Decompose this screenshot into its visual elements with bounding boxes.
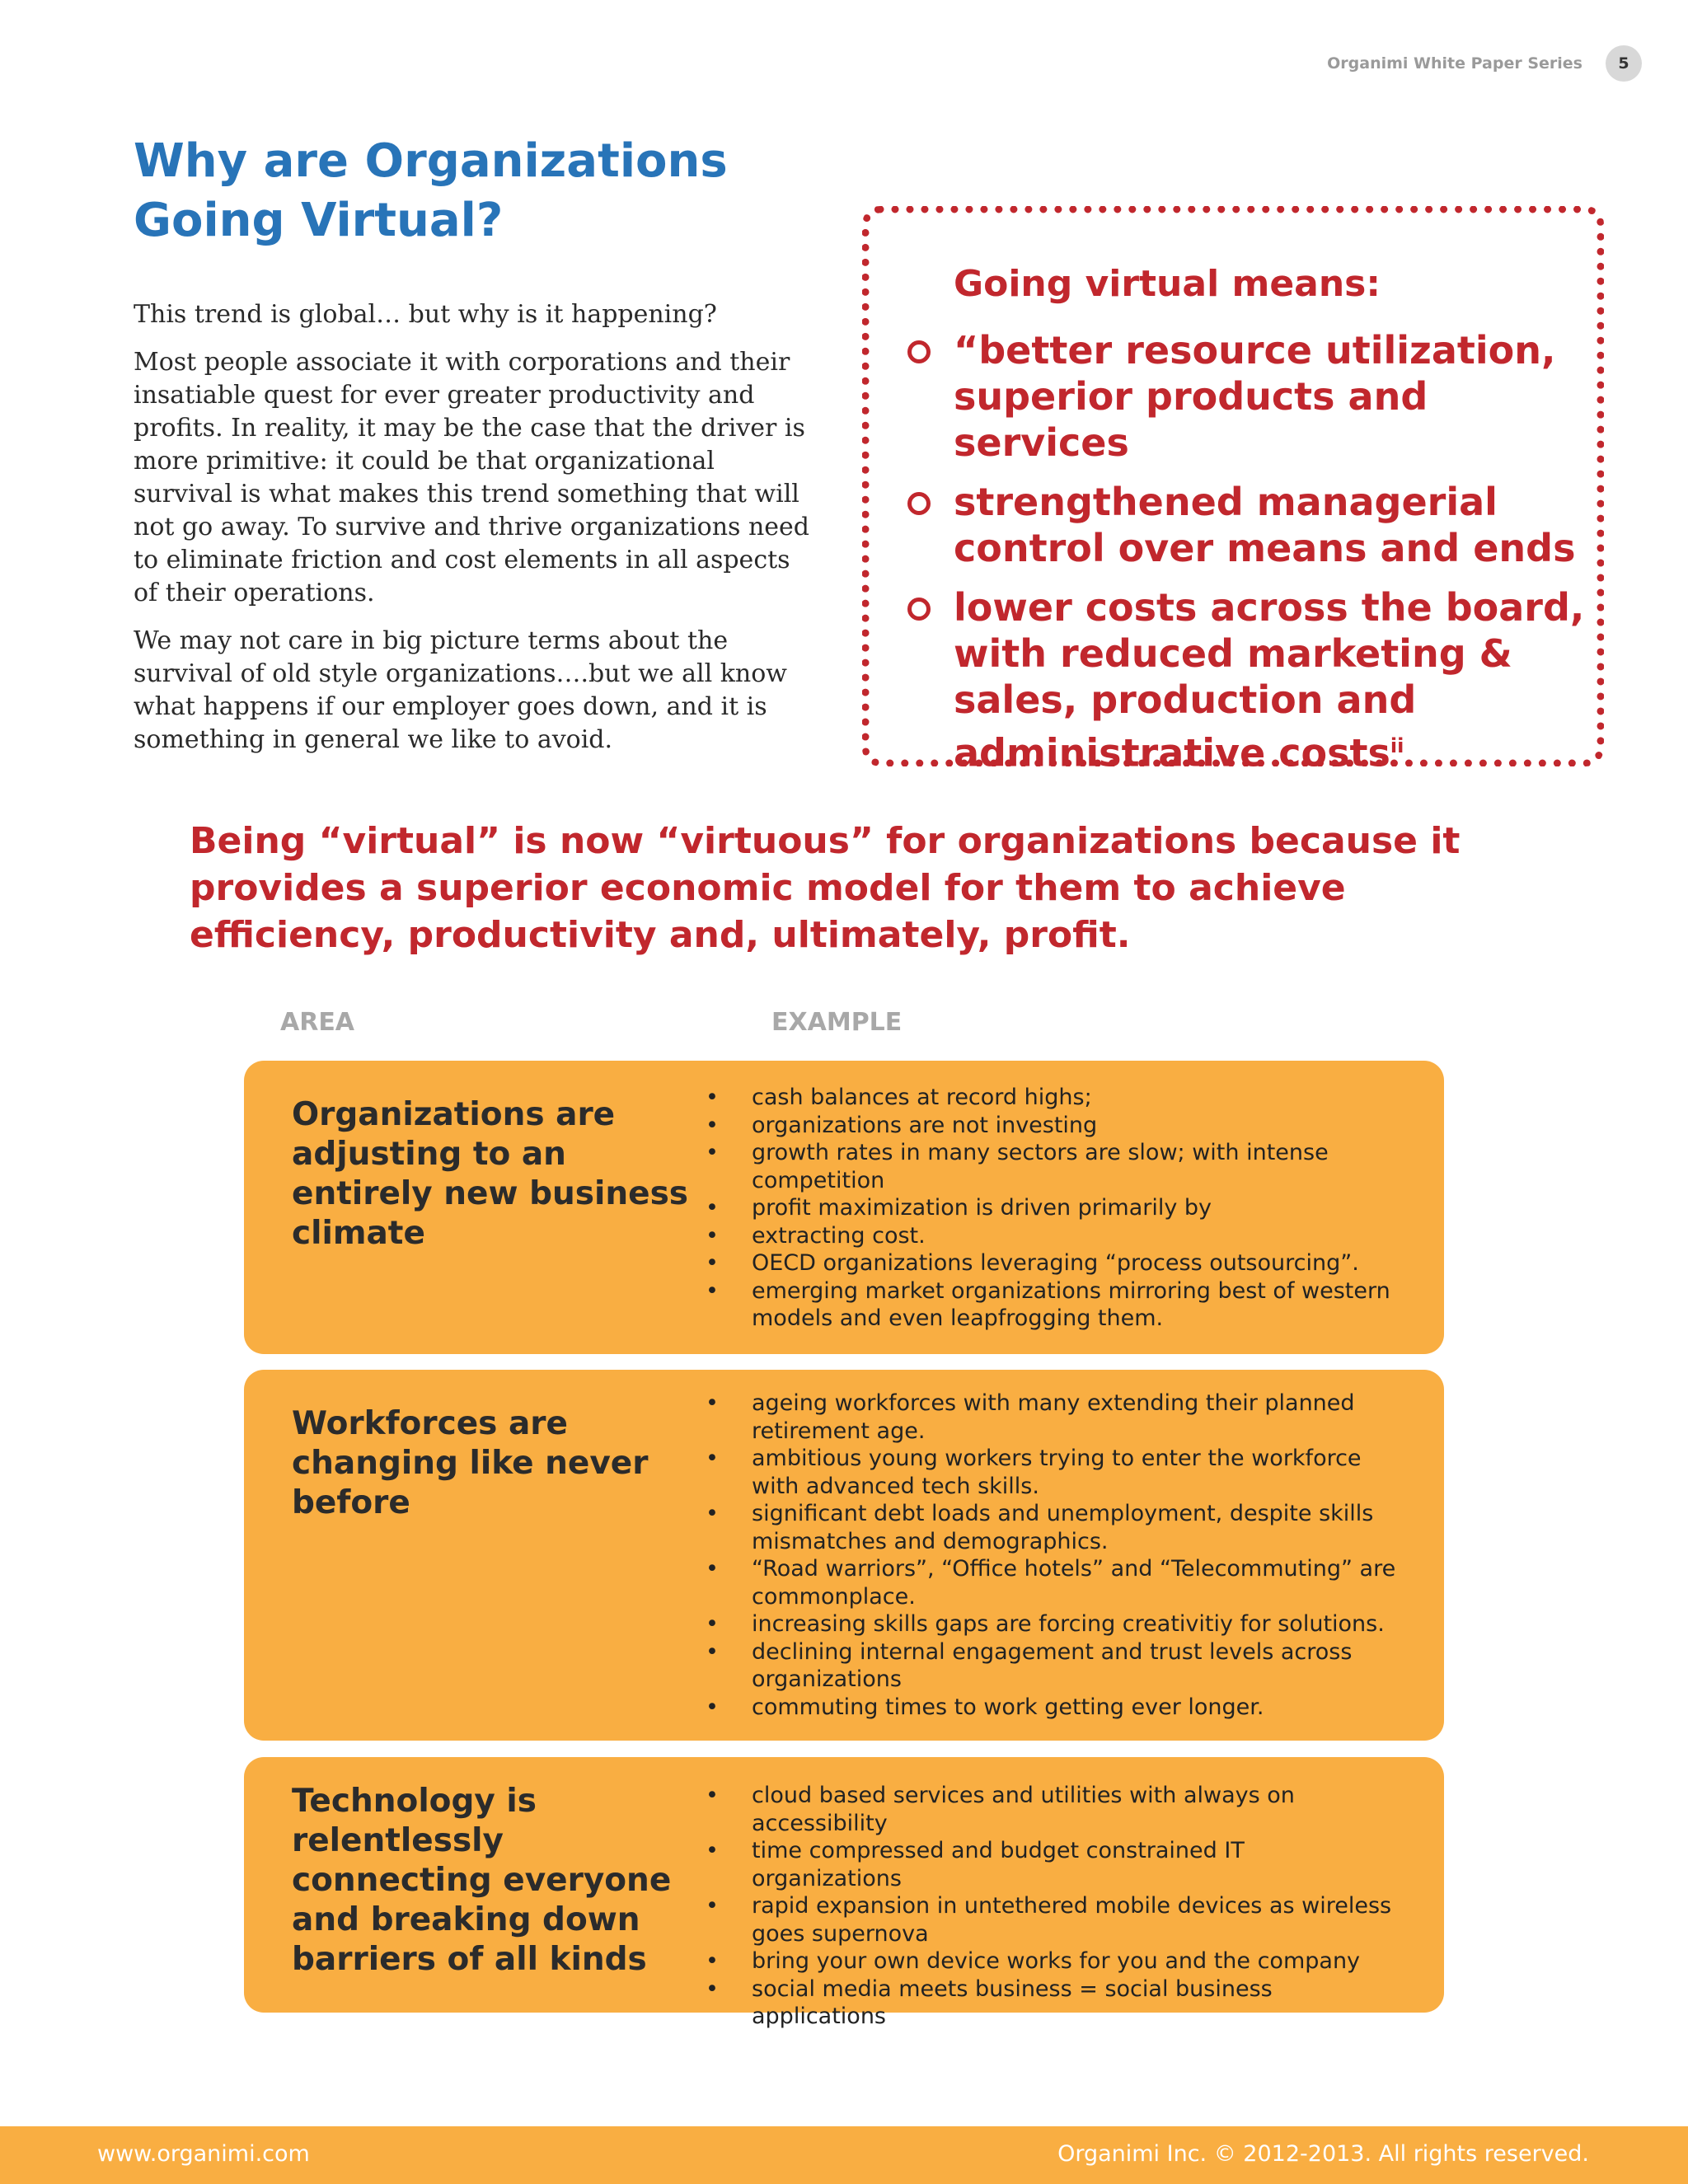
callout-title: Going virtual means:	[954, 263, 1381, 305]
example-item: • time compressed and budget constrained IT organizations	[706, 1837, 1398, 1892]
intro-text	[134, 298, 818, 771]
copyright-notice: Organimi Inc. © 2012-2013. All rights reserved.	[1057, 2141, 1589, 2167]
callout-item	[903, 479, 1595, 571]
circle-bullet-icon	[907, 492, 931, 515]
key-statement: Being “virtual” is now “virtuous” for organizations because it provides a superior economic model for them to achieve efficiency, productivity and, ultimately, profit.	[190, 820, 1461, 956]
callout-item-text: strengthened managerial control over means and ends	[954, 480, 1576, 570]
page-number-badge: 5	[1606, 45, 1642, 82]
example-item: • OECD organizations leveraging “process outsourcing”.	[706, 1249, 1398, 1277]
callout-item	[903, 327, 1595, 466]
intro-paragraph-3: We may not care in big picture terms about the survival of old style organizations….but we all know what happens if our employer goes down, and it is something in general we like to avoid.	[134, 626, 787, 754]
area-label: Organizations are adjusting to an entirely new business climate	[292, 1096, 689, 1252]
example-item: • “Road warriors”, “Office hotels” and “Telecommuting” are commonplace.	[706, 1555, 1398, 1610]
website-link[interactable]: www.organimi.com	[97, 2141, 310, 2167]
example-item: • growth rates in many sectors are slow; with intense competition	[706, 1139, 1398, 1194]
intro-paragraph-2: Most people associate it with corporations and their insatiable quest for ever greater productivity and profits. In reality, it may be the case that the driver is more primitive: it could be that organizational survival is what makes this trend something that will not go away. To survive and thrive organizations need to eliminate friction and cost elements in all aspects of their operations.	[134, 348, 809, 607]
series-label: Organimi White Paper Series	[1327, 54, 1582, 73]
example-item: • emerging market organizations mirroring best of western models and even leapfrogging them.	[706, 1277, 1398, 1333]
column-header-example: EXAMPLE	[771, 1008, 903, 1037]
example-item: • increasing skills gaps are forcing creativitiy for solutions.	[706, 1610, 1398, 1638]
page-title-line-2: Going Virtual?	[134, 194, 504, 247]
example-item: • significant debt loads and unemployment, despite skills mismatches and demographics.	[706, 1500, 1398, 1555]
page-title	[134, 132, 760, 251]
example-item: • profit maximization is driven primarily by	[706, 1194, 1398, 1222]
example-list	[706, 1084, 1398, 1333]
callout-item-text: lower costs across the board, with reduced marketing & sales, production and administrative costs	[954, 585, 1585, 776]
example-item: • commuting times to work getting ever longer.	[706, 1694, 1398, 1722]
example-item: • organizations are not investing	[706, 1112, 1398, 1140]
example-item: • cloud based services and utilities with always on accessibility	[706, 1782, 1398, 1837]
example-item: • ageing workforces with many extending their planned retirement age.	[706, 1390, 1398, 1445]
circle-bullet-icon	[907, 340, 931, 363]
callout-item	[903, 584, 1595, 776]
callout-item-text: “better resource utilization, superior products and services	[954, 328, 1556, 465]
page-title-line-1: Why are Organizations	[134, 134, 728, 188]
footer-bar	[0, 2126, 1688, 2184]
intro-paragraph-1: This trend is global… but why is it happening?	[134, 300, 717, 329]
circle-bullet-icon	[907, 598, 931, 621]
area-label: Workforces are changing like never before	[292, 1405, 649, 1521]
column-header-area: AREA	[280, 1008, 355, 1037]
area-label: Technology is relentlessly connecting everyone and breaking down barriers of all kinds	[292, 1783, 672, 1978]
example-list	[706, 1782, 1398, 2031]
example-list	[706, 1390, 1398, 1721]
table-row	[244, 1370, 1444, 1741]
callout-list	[903, 327, 1595, 789]
example-item: • extracting cost.	[706, 1222, 1398, 1250]
table-row	[244, 1061, 1444, 1354]
footnote-mark: ii	[1390, 734, 1404, 757]
example-item: • rapid expansion in untethered mobile devices as wireless goes supernova	[706, 1892, 1398, 1947]
example-item: • bring your own device works for you and the company	[706, 1947, 1398, 1975]
example-item: • cash balances at record highs;	[706, 1084, 1398, 1112]
table-row	[244, 1757, 1444, 2029]
example-item: • ambitious young workers trying to enter the workforce with advanced tech skills.	[706, 1445, 1398, 1500]
callout-box	[862, 206, 1604, 776]
example-item: • social media meets business = social business applications	[706, 1975, 1398, 2031]
example-item: • declining internal engagement and trust levels across organizations	[706, 1638, 1398, 1694]
